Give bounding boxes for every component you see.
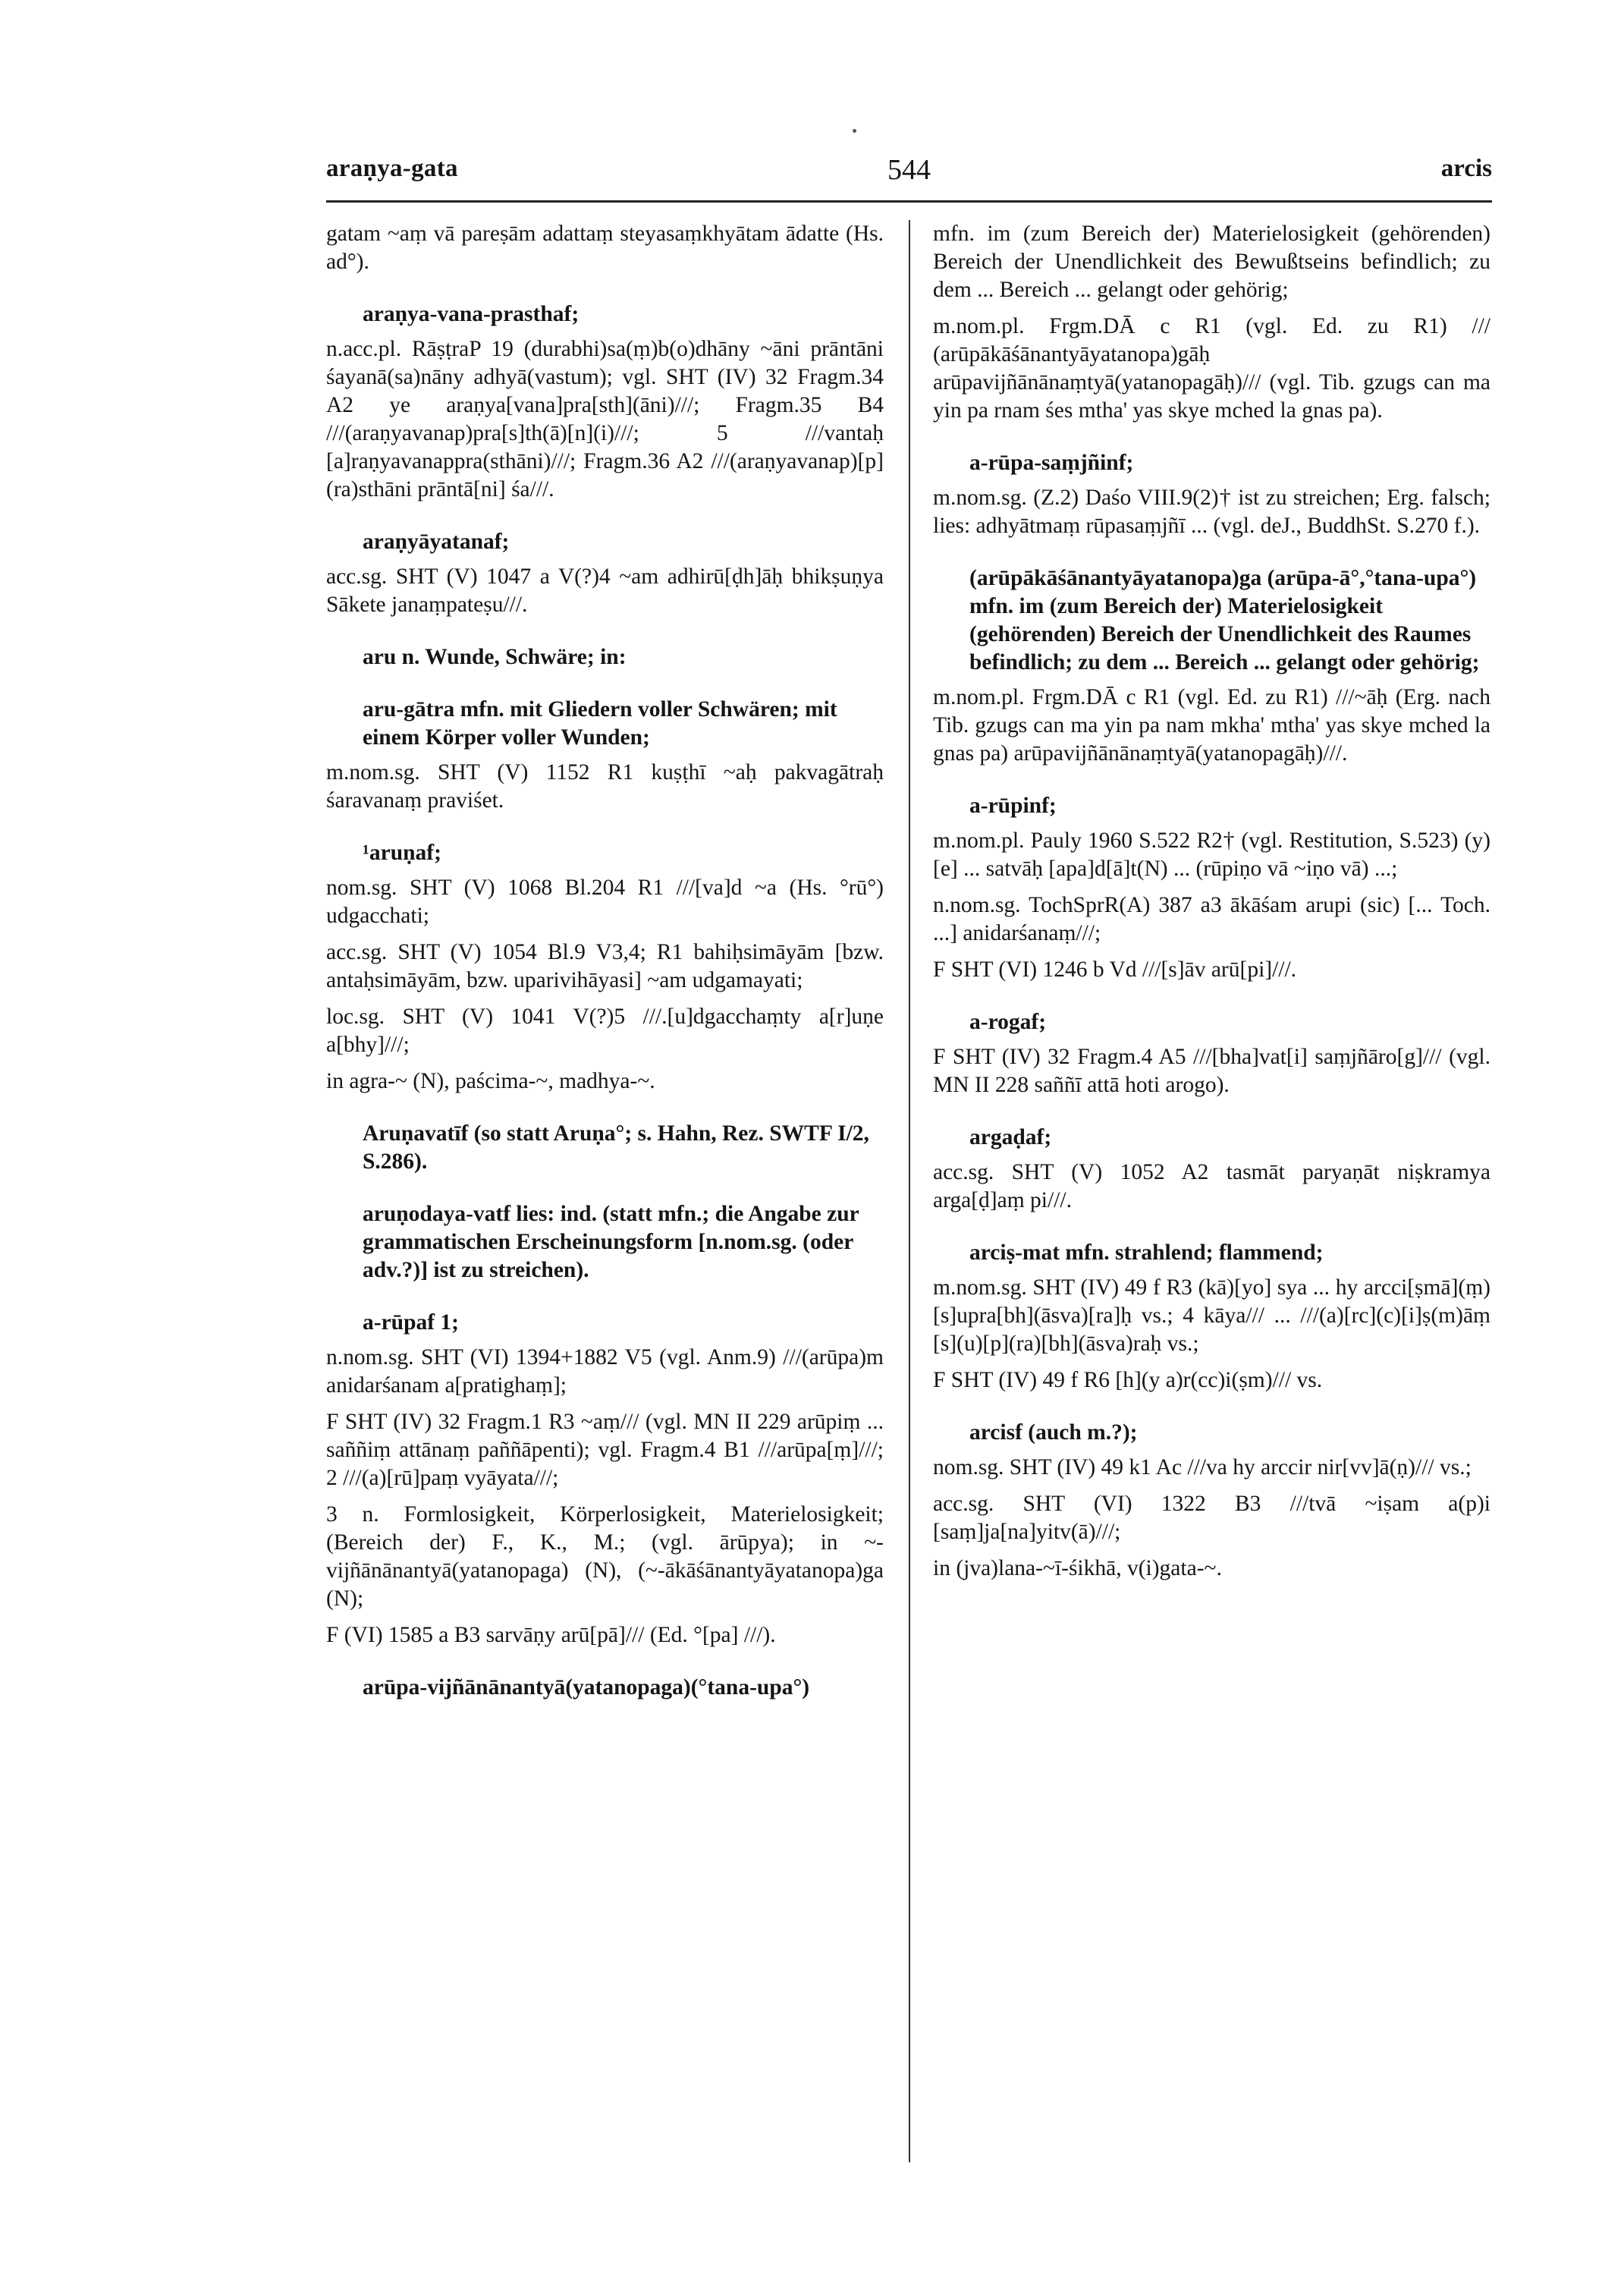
text-line: n.acc.pl. RāṣṭraP 19 (durabhi)sa(ṃ)b(o)dhāny ~āni prāntāni śayanā(sa)nāny adhyā(vastum); vgl. SHT (IV) 32 Fragm.34 A2 ye araṇya[vana]pra[sth](āni)///; Fragm.35 B4 ///(araṇyavanap)pra[s]th(ā)[n](i)///; 5 ///vantaḥ [a]raṇyavanappra(sthāni)///; Fragm.36 A2 ///(araṇyavanap)[p](ra)sthāni prāntā[ni] śa///. [326,337,884,502]
entry-headword: aru n. Wunde, Schwäre; in: [363,645,627,669]
entry-headword: a-rūpaf 1; [363,1310,460,1335]
entry-headword: arūpa-vijñānānantyā(yatanopaga)(°tana-upa°) [363,1675,810,1700]
header-right-guide-word: arcis [1440,155,1492,182]
entry-headword: araṇyāyatanaf; [363,530,510,554]
text-line: m.nom.sg. (Z.2) Daśo VIII.9(2)† ist zu streichen; Erg. falsch; lies: adhyātmaṃ rūpasaṃjñī ... (vgl. deJ., BuddhSt. S.270 f.). [933,486,1490,538]
text-line: n.nom.sg. SHT (VI) 1394+1882 V5 (vgl. Anm.9) ///(arūpa)m anidarśanam a[pratighaṃ]; [326,1345,884,1398]
text-line: F SHT (VI) 1246 b Vd ///[s]āv arū[pi]///. [933,957,1297,982]
text-line: acc.sg. SHT (VI) 1322 B3 ///tvā ~iṣam a(p)i [saṃ]ja[na]yitv(ā)///; [933,1492,1490,1544]
page-header [326,155,1492,200]
text-line: m.nom.sg. SHT (IV) 49 f R3 (kā)[yo] sya ... hy arcci[ṣmā](ṃ) [s]upra[bh](āsva)[ra]ḥ vs.; 4 kāya/// ... ///(a)[rc](c)[i]ṣ(m)āṃ [s](u)[p](ra)[bh](āsva)raḥ vs.; [933,1275,1490,1356]
text-line: gatam ~aṃ vā pareṣām adattaṃ steyasaṃkhyātam ādatte (Hs. ad°). [326,222,884,274]
text-line: n.nom.sg. TochSprR(A) 387 a3 ākāśam arupi (sic) [... Toch. ...] anidarśanaṃ///; [933,893,1490,945]
text-line: acc.sg. SHT (V) 1054 Bl.9 V3,4; R1 bahiḥsimāyām [bzw. antaḥsimāyām, bzw. uparivihāyasi] ~am udgamayati; [326,940,884,992]
left-column [326,220,884,1709]
header-rule [326,200,1492,203]
text-line: in agra-~ (N), paścima-~, madhya-~. [326,1069,655,1093]
text-line: F SHT (IV) 32 Fragm.4 A5 ///[bha]vat[i] saṃjñāro[g]/// (vgl. MN II 228 saññī attā hoti arogo). [933,1045,1490,1097]
entry-headword: aru-gātra mfn. mit Gliedern voller Schwären; mit einem Körper voller Wunden; [363,697,837,750]
text-line: F SHT (IV) 49 f R6 [h](y a)r(cc)i(ṣm)/// vs. [933,1368,1323,1392]
text-line: m.nom.pl. Frgm.DĀ c R1 (vgl. Ed. zu R1) /// (arūpākāśānantyāyatanopa)gāḥ arūpavijñānānaṃtyā(yatanopagāḥ)/// (vgl. Tib. gzugs can ma yin pa rnam śes mtha' yas skye mched la gnas pa). [933,314,1490,423]
page-number: 544 [887,154,931,186]
speck-mark [853,129,856,133]
text-line: F SHT (IV) 32 Fragm.1 R3 ~aṃ/// (vgl. MN II 229 arūpiṃ ... saññiṃ attānaṃ paññāpenti); vgl. Fragm.4 B1 ///arūpa[ṃ]///; 2 ///(a)[rū]paṃ vyāyata///; [326,1410,884,1490]
text-line: m.nom.pl. Pauly 1960 S.522 R2† (vgl. Restitution, S.523) (y)[e] ... satvāḥ [apa]d[ā]t(N) ... (rūpiṇo vā ~iṇo vā) ...; [933,829,1490,881]
text-line: mfn. im (zum Bereich der) Materielosigkeit (gehörenden) Bereich der Unendlichkeit des Bewußtseins befindlich; zu dem ... Bereich ... gelangt oder gehörig; [933,222,1490,302]
text-line: m.nom.sg. SHT (V) 1152 R1 kuṣṭhī ~aḥ pakvagātraḥ śaravanaṃ praviśet. [326,760,884,813]
entry-headword: Aruṇavatīf (so statt Aruṇa°; s. Hahn, Rez. SWTF I/2, S.286). [363,1121,869,1174]
header-left-guide-word: araṇya-gata [326,155,458,182]
entry-headword: ¹aruṇaf; [363,841,441,865]
text-line: F (VI) 1585 a B3 sarvāṇy arū[pā]/// (Ed. °[pa] ///). [326,1623,776,1647]
text-line: nom.sg. SHT (IV) 49 k1 Ac ///va hy arccir nir[vv]ā(ṇ)/// vs.; [933,1455,1472,1479]
entry-headword: a-rūpinf; [969,794,1057,818]
text-line: 3 n. Formlosigkeit, Körperlosigkeit, Materielosigkeit; (Bereich der) F., K., M.; (vgl. ārūpya); in ~-vijñānānantyā(yatanopaga) (N), (~-ākāśānantyāyatanopa)ga (N); [326,1502,884,1611]
text-line: nom.sg. SHT (V) 1068 Bl.204 R1 ///[va]d ~a (Hs. °rū°) udgacchati; [326,876,884,928]
entry-headword: (arūpākāśānantyāyatanopa)ga (arūpa-ā°,°tana-upa°) mfn. im (zum Bereich der) Materielosigkeit (gehörenden) Bereich der Unendlichkeit des Raumes befindlich; zu dem ... Bereich ... gelangt oder gehörig; [969,566,1480,674]
entry-headword: araṇya-vana-prasthaf; [363,302,580,326]
right-column [933,220,1490,1591]
entry-headword: arciṣ-mat mfn. strahlend; flammend; [969,1240,1324,1265]
entry-headword: arcisf (auch m.?); [969,1420,1138,1445]
entry-headword: argaḍaf; [969,1125,1052,1149]
text-line: in (jva)lana-~ī-śikhā, v(i)gata-~. [933,1556,1222,1580]
text-line: acc.sg. SHT (V) 1047 a V(?)4 ~am adhirū[ḍh]āḥ bhikṣuṇya Sākete janaṃpateṣu///. [326,564,884,617]
entry-headword: aruṇodaya-vatf lies: ind. (statt mfn.; die Angabe zur grammatischen Erscheinungsform [n.nom.sg. (oder adv.?)] ist zu streichen). [363,1202,859,1282]
entry-headword: a-rogaf; [969,1010,1047,1034]
text-line: m.nom.pl. Frgm.DĀ c R1 (vgl. Ed. zu R1) ///~āḥ (Erg. nach Tib. gzugs can ma yin pa nam mkha' mtha' yas skye mched la gnas pa) arūpavijñānānaṃtyā(yatanopagāḥ)///. [933,685,1490,766]
column-divider [909,220,910,2162]
entry-headword: a-rūpa-saṃjñinf; [969,451,1134,475]
text-line: loc.sg. SHT (V) 1041 V(?)5 ///.[u]dgacchaṃty a[r]uṇe a[bhy]///; [326,1005,884,1057]
text-line: acc.sg. SHT (V) 1052 A2 tasmāt paryaṇāt niṣkramya arga[ḍ]aṃ pi///. [933,1160,1490,1212]
